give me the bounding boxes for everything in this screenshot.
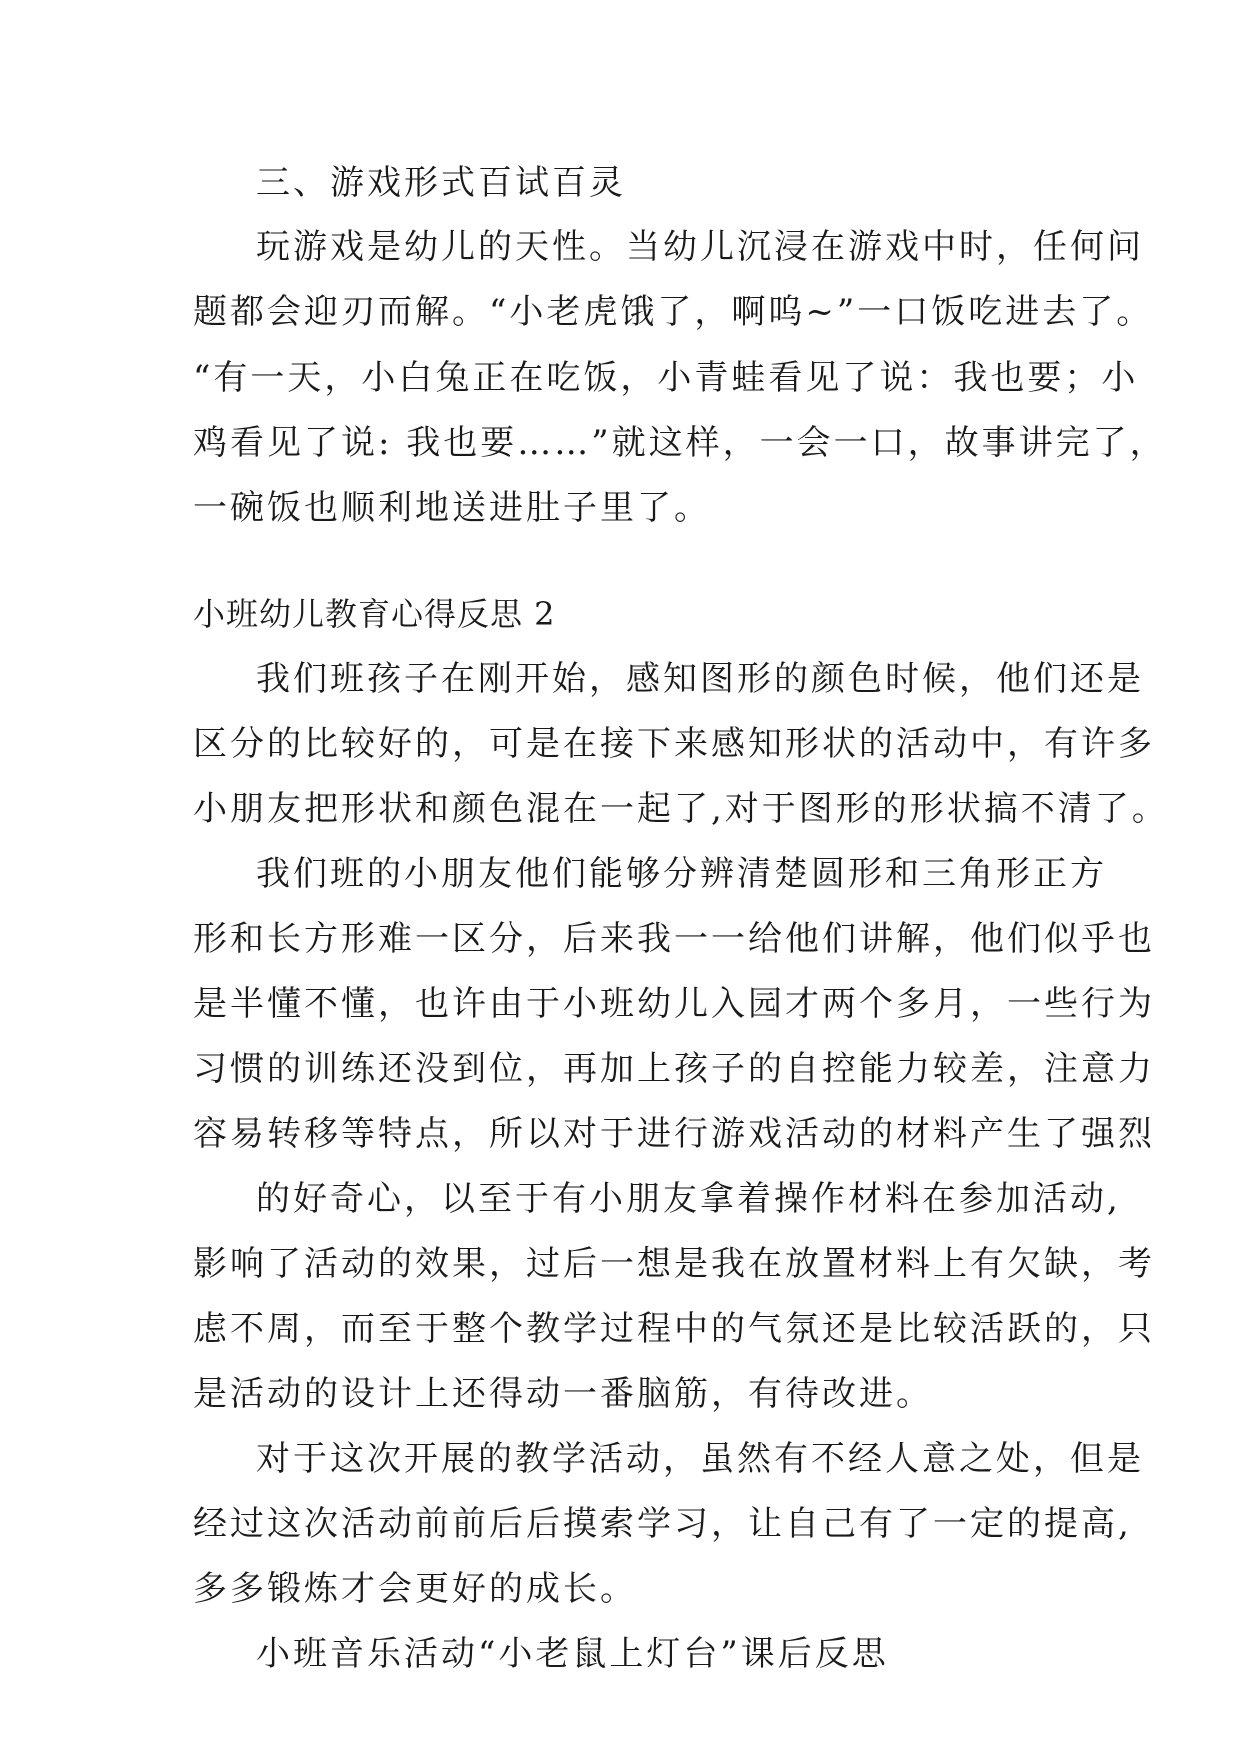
article-title: 小班幼儿教育心得反思 2 [193, 595, 556, 633]
paragraph-line: 经过这次活动前前后后摸索学习，让自己有了一定的提高, [193, 1504, 1132, 1544]
next-section-heading: 小班音乐活动“小老鼠上灯台”课后反思 [256, 1634, 889, 1674]
paragraph-line: 是半懂不懂，也许由于小班幼儿入园才两个多月，一些行为 [193, 984, 1155, 1024]
paragraph-line: 我们班的小朋友他们能够分辨清楚圆形和三角形正方 [256, 854, 1107, 894]
paragraph-line: 习惯的训练还没到位，再加上孩子的自控能力较差，注意力 [193, 1049, 1155, 1089]
paragraph-line: 鸡看见了说: 我也要……”就这样，一会一口，故事讲完了， [193, 423, 1167, 463]
paragraph-line: 我们班孩子在刚开始，感知图形的颜色时候，他们还是 [256, 659, 1144, 699]
paragraph-line: 形和长方形难一区分，后来我一一给他们讲解，他们似乎也 [193, 919, 1155, 959]
paragraph-line: 区分的比较好的，可是在接下来感知形状的活动中，有许多 [193, 724, 1155, 764]
paragraph-line: 小朋友把形状和颜色混在一起了,对于图形的形状搞不清了。 [193, 789, 1169, 829]
paragraph-line: 一碗饭也顺利地送进肚子里了。 [193, 488, 711, 528]
paragraph-line: 虑不周，而至于整个教学过程中的气氛还是比较活跃的，只 [193, 1309, 1155, 1349]
paragraph-line: “有一天，小白兔正在吃饭，小青蛙看见了说：我也要；小 [193, 358, 1139, 398]
paragraph-line: 是活动的设计上还得动一番脑筋，有待改进。 [193, 1374, 933, 1414]
paragraph-line: 对于这次开展的教学活动，虽然有不经人意之处，但是 [256, 1439, 1144, 1479]
paragraph-line: 影响了活动的效果，过后一想是我在放置材料上有欠缺，考 [193, 1244, 1155, 1284]
section-heading: 三、游戏形式百试百灵 [256, 163, 626, 203]
paragraph-line: 容易转移等特点，所以对于进行游戏活动的材料产生了强烈 [193, 1114, 1155, 1154]
paragraph-line: 题都会迎刃而解。“小老虎饿了，啊呜~”一口饭吃进去了。 [193, 292, 1154, 332]
paragraph-line: 多多锻炼才会更好的成长。 [193, 1569, 637, 1609]
paragraph-line: 玩游戏是幼儿的天性。当幼儿沉浸在游戏中时，任何问 [256, 227, 1144, 267]
paragraph-line: 的好奇心，以至于有小朋友拿着操作材料在参加活动, [256, 1179, 1121, 1219]
